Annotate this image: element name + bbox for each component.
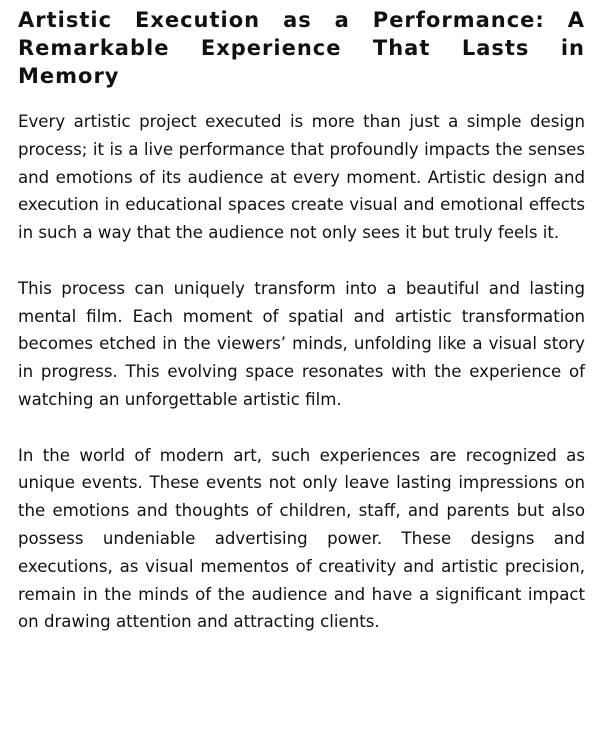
article-body: [18, 108, 585, 636]
paragraph-mental-film: This process can uniquely transform into a beautiful and lasting mental film. Each moment of spatial and artistic transformation becomes etched in the viewers’ minds, unfolding like a visual story in progress. This evolving space resonates with the experience of watching an unforgettable artistic film.: [18, 278, 585, 409]
paragraph-modern-art: In the world of modern art, such experiences are recognized as unique events. These events not only leave lasting impressions on the emotions and thoughts of children, staff, and parents but also possess undeniable advertising power. These designs and executions, as visual mementos of creativity and artistic precision, remain in the minds of the audience and have a significant impact on drawing attention and attracting clients.: [18, 445, 585, 632]
article-title: Artistic Execution as a Performance: A Remarkable Experience That Lasts in Memory: [18, 8, 585, 88]
article: [18, 6, 585, 636]
paragraph-intro: Every artistic project executed is more than just a simple design process; it is a live performance that profoundly impacts the senses and emotions of its audience at every moment. Artistic design and execution in educational spaces create visual and emotional effects in such a way that the audience not only sees it but truly feels it.: [18, 112, 585, 243]
